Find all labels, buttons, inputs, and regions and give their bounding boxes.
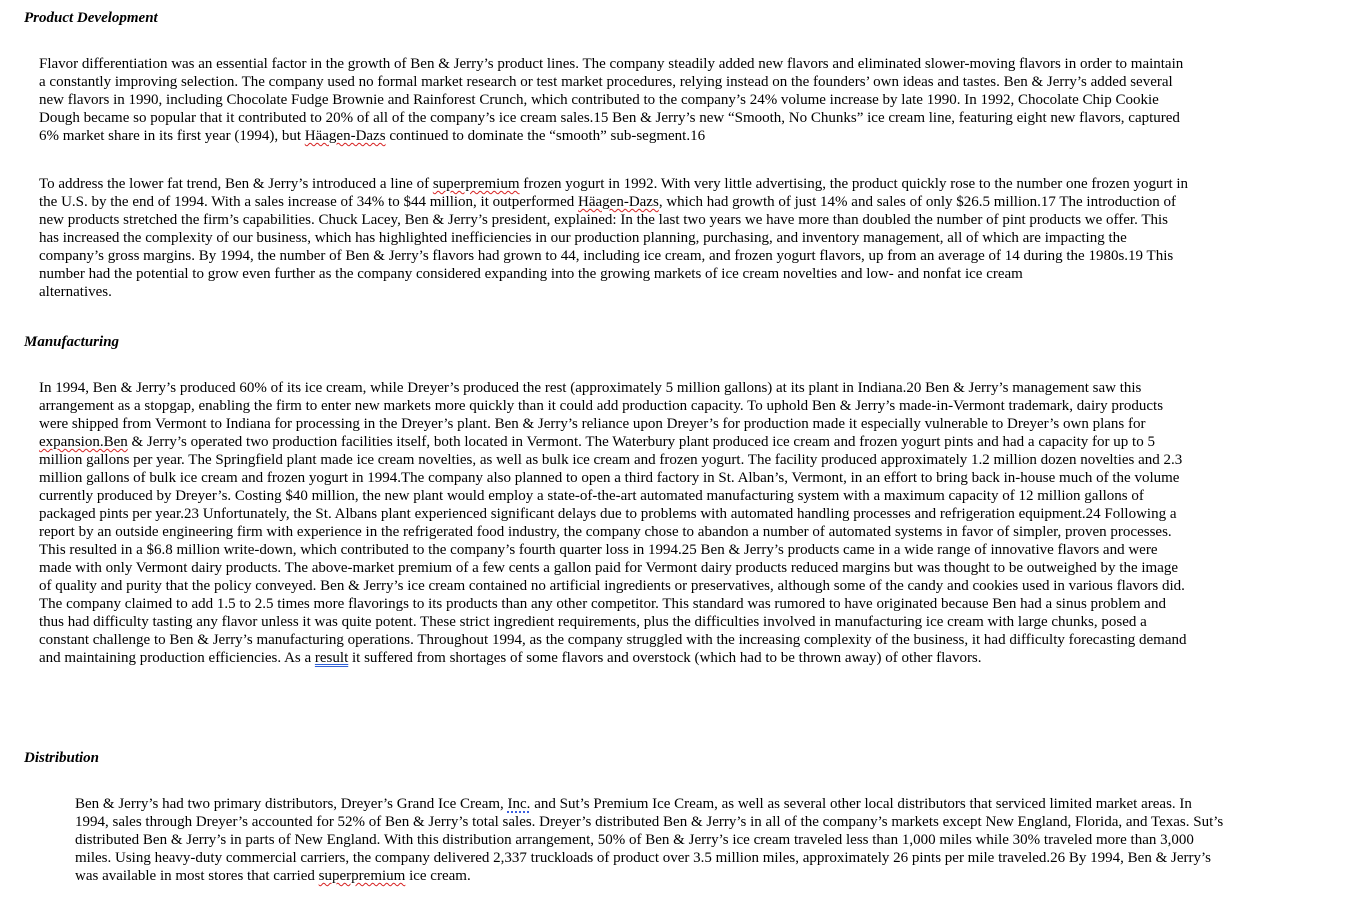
text-line: alternatives. bbox=[39, 284, 112, 300]
paragraph-flavor-differentiation bbox=[39, 55, 1183, 145]
text-line: million gallons per year. The Springfield plant made ice cream novelties, as well as bulk ice cream and frozen yogurt. The facility produced approximately 1.2 million dozen novelties and 2.3 bbox=[39, 452, 1183, 468]
text-line: packaged pints per year.23 Unfortunately, the St. Albans plant experienced significant delays due to problems with automated handling processes and refrigeration equipment.24 Following a bbox=[39, 506, 1177, 522]
text-line: arrangement as a stopgap, enabling the firm to enter new markets more quickly than it could add production capacity. To uphold Ben & Jerry’s made-in-Vermont trademark, dairy products bbox=[39, 398, 1164, 414]
text-line: new products stretched the firm’s capabilities. Chuck Lacey, Ben & Jerry’s president, explained: In the last two years we have more than doubled the number of pint products we offer. This bbox=[39, 212, 1168, 228]
text-line: Dough became so popular that it contributed to 20% of all of the company’s ice cream sales.15 Ben & Jerry’s new “Smooth, No Chunks” ice cream line, featuring eight new flavors, captured bbox=[39, 110, 1180, 126]
text-line: of quality and purity that the policy conveyed. Ben & Jerry’s ice cream contained no artificial ingredients or preservatives, although some of the candy and cookies used in various flavors did. bbox=[39, 578, 1185, 594]
text-line: company’s gross margins. By 1994, the number of Ben & Jerry’s flavors had grown to 44, including ice cream, and frozen yogurt flavors, up from an average of 14 during the 1980s.19 This bbox=[39, 248, 1174, 264]
section-heading-manufacturing: Manufacturing bbox=[24, 334, 120, 350]
text-line: number had the potential to grow even further as the company considered expanding into the growing markets of ice cream novelties and low- and nonfat ice cream bbox=[39, 266, 1023, 282]
section-heading-distribution: Distribution bbox=[24, 750, 100, 766]
text-line: This resulted in a $6.8 million write-down, which contributed to the company’s fourth quarter loss in 1994.25 Ben & Jerry’s products came in a wide range of innovative flavors and were bbox=[39, 542, 1158, 558]
text-line: new flavors in 1990, including Chocolate Fudge Brownie and Rainforest Crunch, which contributed to the company’s 24% volume increase by late 1990. In 1992, Chocolate Chip Cookie bbox=[39, 92, 1159, 108]
text-line: were shipped from Vermont to Indiana for processing in the Dreyer’s plant. Ben & Jerry’s reliance upon Dreyer’s for production made it especially vulnerable to Dreyer’s own plans for bbox=[39, 416, 1146, 432]
text-line: currently produced by Dreyer’s. Costing $40 million, the new plant would employ a state-of-the-art automated manufacturing system with a maximum capacity of 12 million gallons of bbox=[39, 488, 1144, 504]
text-line: 6% market share in its first year (1994), but Häagen-Dazs continued to dominate the “smooth” sub-segment.16 bbox=[39, 128, 706, 144]
spellcheck-flagged-word[interactable]: superpremium bbox=[432, 176, 520, 192]
section-heading-product-development: Product Development bbox=[24, 10, 158, 26]
text-line: million gallons of bulk ice cream and frozen yogurt in 1994.The company also planned to open a third factory in St. Alban’s, Vermont, in an effort to bring back in-house much of the volume bbox=[39, 470, 1180, 486]
text-line: Flavor differentiation was an essential factor in the growth of Ben & Jerry’s product lines. The company steadily added new flavors and eliminated slower-moving flavors in order to maintain bbox=[39, 56, 1184, 72]
text-line: was available in most stores that carried superpremium ice cream. bbox=[75, 868, 471, 884]
text-line: thus had difficulty tasting any flavor unless it was quite potent. These strict ingredient requirements, plus the difficulties involved in manufacturing ice cream with large chunks, posed a bbox=[39, 614, 1147, 630]
text-line: and maintaining production efficiencies. As a result it suffered from shortages of some flavors and overstock (which had to be thrown away) of other flavors. bbox=[39, 650, 982, 666]
text-line: the U.S. by the end of 1994. With a sales increase of 34% to $44 million, it outperformed Häagen-Dazs, which had growth of just 14% and sales of only $26.5 million.17 The introduction of bbox=[39, 194, 1176, 210]
paragraph-distribution bbox=[75, 795, 1223, 885]
text-line: report by an outside engineering firm with experience in the refrigerated food industry, the company chose to abandon a number of automated systems in favor of simpler, proven processes. bbox=[39, 524, 1172, 540]
grammar-flagged-word[interactable]: Inc. bbox=[507, 796, 531, 812]
spellcheck-flagged-word[interactable]: Häagen-Dazs bbox=[304, 128, 386, 144]
text-line: Ben & Jerry’s had two primary distributors, Dreyer’s Grand Ice Cream, Inc. and Sut’s Premium Ice Cream, as well as several other local distributors that serviced limited market areas. In bbox=[75, 796, 1192, 812]
spellcheck-flagged-word[interactable]: expansion.Ben bbox=[39, 434, 128, 450]
text-line: expansion.Ben & Jerry’s operated two production facilities itself, both located in Vermont. The Waterbury plant produced ice cream and frozen yogurt pints and had a capacity for up to 5 bbox=[39, 434, 1155, 450]
text-line: The company claimed to add 1.5 to 2.5 times more flavorings to its products than any other competitor. This standard was rumored to have originated because Ben had a sinus problem and bbox=[39, 596, 1166, 612]
text-line: a constantly improving selection. The company used no formal market research or test market procedures, relying instead on the founders’ own ideas and tastes. Ben & Jerry’s added several bbox=[39, 74, 1173, 90]
text-line: made with only Vermont dairy products. The above-market premium of a few cents a gallon paid for Vermont dairy products reduced margins but was thought to be outweighed by the image bbox=[39, 560, 1179, 576]
text-line: has increased the complexity of our business, which has highlighted inefficiencies in our production planning, purchasing, and inventory management, all of which are impacting the bbox=[39, 230, 1127, 246]
spellcheck-flagged-word[interactable]: Häagen-Dazs bbox=[578, 194, 659, 210]
spellcheck-flagged-word[interactable]: superpremium bbox=[318, 868, 406, 884]
paragraph-lower-fat-trend bbox=[39, 175, 1188, 301]
text-line: 1994, sales through Dreyer’s accounted for 52% of Ben & Jerry’s total sales. Dreyer’s distributed Ben & Jerry’s in all of the company’s markets except New England, Florida, and Texas. Sut’s bbox=[75, 814, 1224, 830]
text-line: miles. Using heavy-duty commercial carriers, the company delivered 2,337 truckloads of product over 3.5 million miles, approximately 26 pints per mile traveled.26 By 1994, Ben & Jerry’s bbox=[75, 850, 1211, 866]
text-line: constant challenge to Ben & Jerry’s manufacturing operations. Throughout 1994, as the company struggled with the increasing complexity of the business, it had difficulty forecasting demand bbox=[39, 632, 1187, 648]
grammar-flagged-word[interactable]: result bbox=[314, 650, 349, 666]
text-line: In 1994, Ben & Jerry’s produced 60% of its ice cream, while Dreyer’s produced the rest (approximately 5 million gallons) at its plant in Indiana.20 Ben & Jerry’s management saw this bbox=[39, 380, 1142, 396]
paragraph-manufacturing bbox=[39, 379, 1187, 667]
text-line: distributed Ben & Jerry’s in parts of New England. With this distribution arrangement, 50% of Ben & Jerry’s ice cream traveled less than 1,000 miles while 30% traveled more than 3,000 bbox=[75, 832, 1194, 848]
text-line: To address the lower fat trend, Ben & Jerry’s introduced a line of superpremium frozen yogurt in 1992. With very little advertising, the product quickly rose to the number one frozen yogurt in bbox=[39, 176, 1189, 192]
